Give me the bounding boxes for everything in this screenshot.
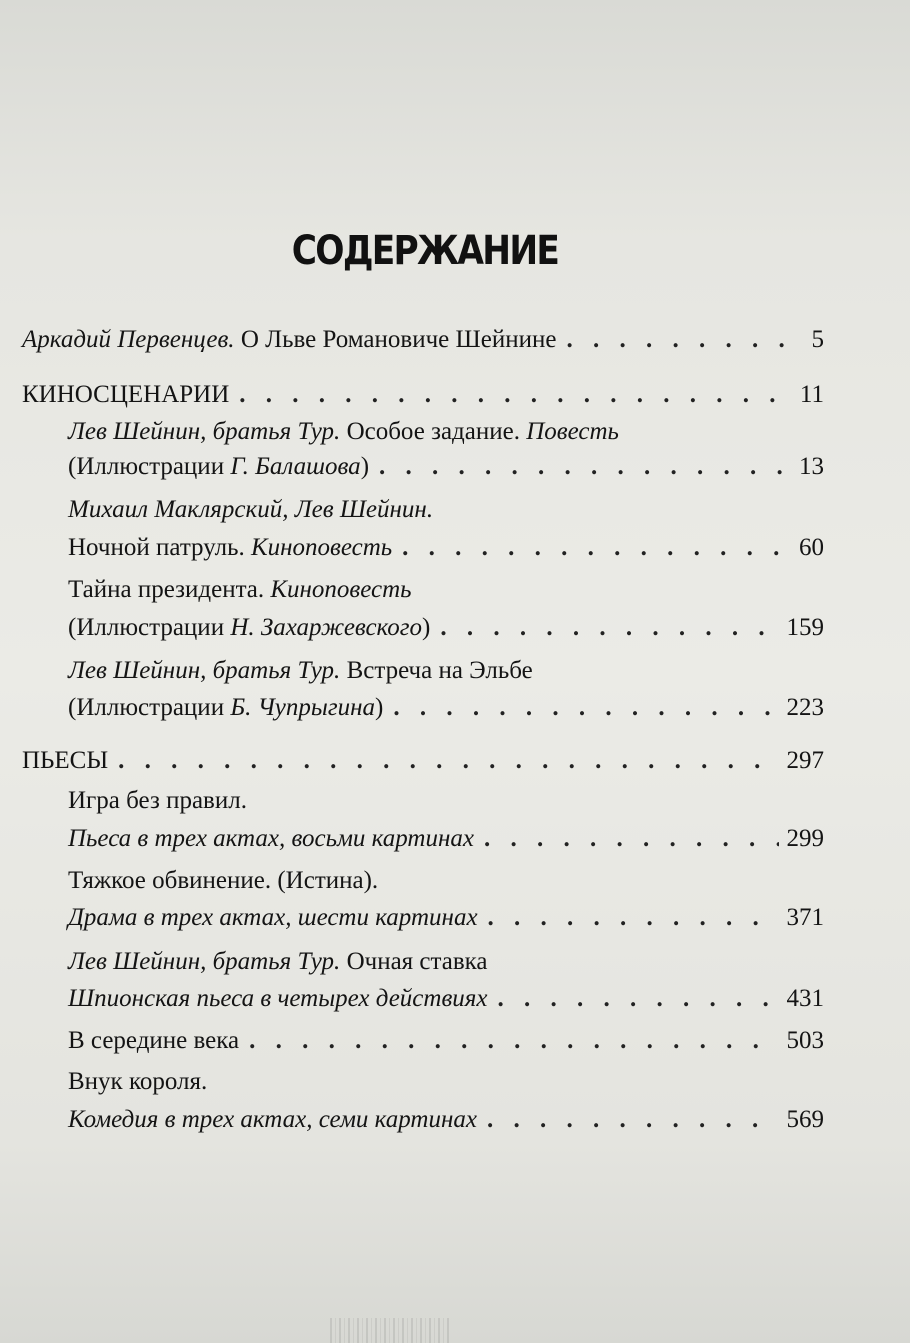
dot-leader [249, 1026, 778, 1056]
genre: Комедия в трех актах, семи картинах [68, 1106, 477, 1133]
dot-leader [440, 613, 778, 643]
page-number: 5 [811, 326, 824, 353]
genre: Киноповесть [244, 534, 393, 561]
toc-entry-game-without-rules [68, 824, 824, 854]
entry-title: Тяжкое обвинение. (Истина). [68, 867, 379, 894]
toc-entry-special-task [68, 452, 824, 482]
illustrator: Б. Чупрыгина [230, 694, 375, 721]
illustrator: Н. Захаржевского [230, 614, 423, 641]
dot-leader [239, 380, 792, 410]
illustrations-suffix: ) [374, 694, 384, 721]
author: Лев Шейнин, братья Тур. [68, 418, 341, 445]
entry-title: Встреча на Эльбе [340, 657, 533, 684]
page-number: 159 [786, 614, 824, 641]
toc-entry-line [68, 866, 824, 896]
dot-leader [488, 903, 779, 933]
page-number: 371 [786, 904, 824, 931]
genre: Пьеса в трех актах, восьми картинах [68, 825, 474, 852]
illustrations-prefix: (Иллюстрации [68, 694, 231, 721]
toc-entry-president-secret [68, 613, 824, 643]
dot-leader [566, 325, 796, 355]
page-number: 223 [786, 694, 824, 721]
toc-entry-line [68, 575, 824, 605]
toc-entry-confrontation [68, 984, 824, 1014]
entry-title: Внук короля. [68, 1068, 208, 1095]
page-number: 13 [799, 453, 824, 480]
section-title: ПЬЕСЫ [22, 747, 109, 774]
toc-entry-line [68, 495, 824, 525]
toc-entry-grave-charge [68, 903, 824, 933]
entry-title: Игра без правил. [68, 787, 247, 814]
page-title: СОДЕРЖАНИЕ [291, 228, 559, 274]
author: Лев Шейнин, братья Тур. [68, 657, 341, 684]
page-number: 60 [799, 534, 824, 561]
genre: Повесть [519, 418, 619, 445]
show-through-text [170, 150, 176, 176]
toc-entry-line [68, 656, 824, 686]
author: Аркадий Первенцев. [22, 326, 235, 353]
toc-entry-line [68, 786, 824, 816]
toc-entry-night-patrol [68, 533, 824, 563]
section-title: КИНОСЦЕНАРИИ [22, 381, 230, 408]
toc-entry-line [68, 1067, 824, 1097]
dot-leader [487, 1105, 779, 1135]
page-number: 299 [786, 825, 824, 852]
toc-entry-line [68, 417, 824, 447]
entry-title: Ночной патруль. [68, 534, 245, 561]
illustrations-suffix: ) [360, 453, 370, 480]
illustrations-suffix: ) [422, 614, 431, 641]
entry-title: О Льве Романовиче Шейнине [234, 326, 557, 353]
toc-section-plays [22, 746, 824, 776]
author: Лев Шейнин, братья Тур. [68, 948, 341, 975]
page-number: 431 [786, 985, 824, 1012]
toc-entry-meeting-on-elbe [68, 693, 824, 723]
toc-entry-foreword [22, 325, 824, 355]
page-number: 11 [799, 381, 824, 408]
page-number: 569 [786, 1106, 824, 1133]
illustrator: Г. Балашова [230, 453, 361, 480]
toc-entry-kings-grandson [68, 1105, 824, 1135]
genre: Шпионская пьеса в четырех действиях [68, 985, 488, 1012]
page-number: 297 [786, 747, 824, 774]
page-number: 503 [786, 1027, 824, 1054]
entry-title: В середине века [68, 1027, 240, 1054]
genre: Драма в трех актах, шести картинах [68, 904, 478, 931]
dot-leader [402, 533, 791, 563]
entry-title: Очная ставка [340, 948, 488, 975]
entry-title: Особое задание. [340, 418, 520, 445]
toc-entry-mid-century [68, 1026, 824, 1056]
illustrations-prefix: (Иллюстрации [68, 453, 231, 480]
toc-entry-line [68, 947, 824, 977]
show-through-barcode [330, 1318, 450, 1343]
illustrations-prefix: (Иллюстрации [68, 614, 231, 641]
dot-leader [393, 693, 778, 723]
dot-leader [118, 746, 778, 776]
genre: Киноповесть [264, 576, 412, 603]
author: Михаил Маклярский, Лев Шейнин. [68, 496, 434, 523]
dot-leader [498, 984, 779, 1014]
dot-leader [379, 452, 791, 482]
toc-section-screenplays [22, 380, 824, 410]
entry-title: Тайна президента. [68, 576, 265, 603]
dot-leader [484, 824, 779, 854]
